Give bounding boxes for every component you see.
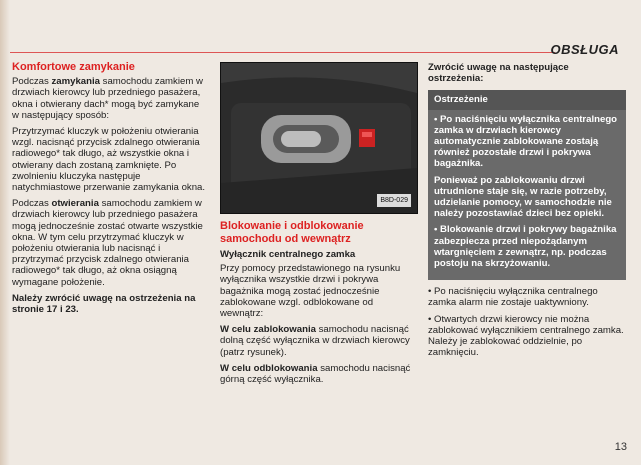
column-left — [12, 62, 208, 320]
paragraph-hold-key: Przytrzymać kluczyk w położeniu otwierania wzgl. nacisnąć przycisk zdalnego otwierania radiowego* tak długo, aż wszystkie okna i otwierany dach zostaną zamknięte. Po zwolnieniu kluczyka następuje natychmiastowe przerwanie zamykania okna. — [12, 126, 206, 194]
page-edge-shadow — [0, 0, 10, 465]
section-title-lock-unlock: Blokowanie i odblokowanie samochodu od wewnątrz — [220, 220, 364, 245]
note-warnings-reference: Należy zwrócić uwagę na ostrzeżenia na stronie 17 i 23. — [12, 292, 196, 316]
paragraph-to-lock: W celu zablokowania samochodu nacisnąć dolną część wyłącznika w drzwiach kierowcy (patrz rysunek). — [220, 324, 410, 358]
header-rule — [10, 52, 555, 53]
figure-code: B8D-029 — [377, 194, 411, 207]
warning-item-3: • Blokowanie drzwi i pokrywy bagażnika zabezpiecza przed niepożądanym wtargnięciem z zewnątrz, np. podczas postoju na skrzyżowaniu. — [434, 224, 617, 270]
column-right — [428, 62, 626, 363]
lead-attention: Zwrócić uwagę na następujące ostrzeżenia: — [428, 62, 569, 85]
paragraph-switch-description: Przy pomocy przedstawionego na rysunku wyłącznika wszystkie drzwi i pokrywa bagażnika mogą zostać jednocześnie zablokowane wzgl. odblokowane od wewnątrz: — [220, 263, 401, 320]
warning-item-2: Ponieważ po zablokowaniu drzwi utrudnione staje się, w razie potrzeby, udzielanie pomocy, w samochodzie nie należy pozostawiać dzieci bez opieki. — [434, 174, 612, 220]
door-panel-illustration — [221, 63, 417, 213]
bullet-item-1: • Po naciśnięciu wyłącznika centralnego zamka alarm nie zostaje uaktywniony. — [428, 286, 598, 309]
paragraph-opening: Podczas otwierania samochodu zamkiem w drzwiach kierowcy lub przedniego pasażera mogą jednocześnie zostać otwarte wszystkie okna. W tym celu przytrzymać kluczyk w położeniu otwierania lub nacisnąć i przytrzymać przycisk zdalnego otwierania radiowego* tak długo, aż okna osiągną wymagane położenie. — [12, 198, 203, 288]
warning-item-1: • Po naciśnięciu wyłącznika centralnego zamka w drzwiach kierowcy automatycznie zablokowane zostają również pozostałe drzwi i pokrywa bagażnika. — [434, 113, 618, 170]
subhead-central-lock-switch: Wyłącznik centralnego zamka — [220, 249, 356, 260]
column-middle — [220, 62, 416, 390]
page-number: 13 — [614, 441, 627, 453]
section-title-comfort-closing: Komfortowe zamykanie — [12, 61, 135, 73]
warning-box — [428, 90, 626, 280]
header-title: OBSŁUGA — [550, 42, 619, 57]
bullet-list — [428, 286, 626, 358]
paragraph-to-unlock: W celu odblokowania samochodu nacisnąć górną część wyłącznika. — [220, 362, 411, 386]
door-switch-figure — [220, 62, 418, 214]
bullet-item-2: • Otwartych drzwi kierowcy nie można zablokować wyłącznikiem centralnego zamka. Należy je zablokować oddzielnie, po zamknięciu. — [428, 313, 624, 359]
warning-title: Ostrzeżenie — [428, 90, 626, 109]
paragraph-closing: Podczas zamykania samochodu zamkiem w drzwiach kierowcy lub przedniego pasażera, okna i otwierany dach* mogą być zamykane w następujący sposób: — [12, 76, 203, 121]
